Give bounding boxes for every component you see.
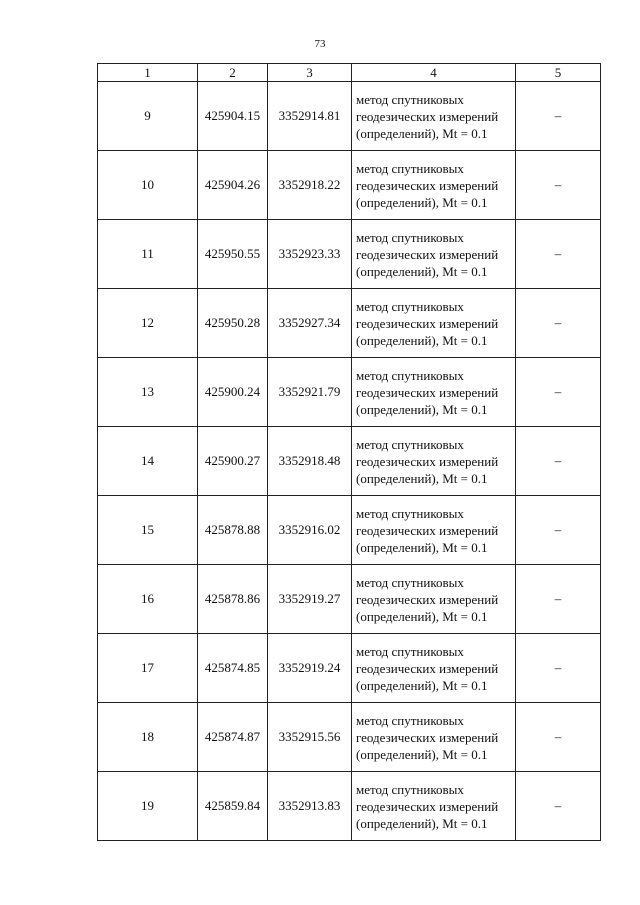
coordinates-table <box>97 63 601 841</box>
method-cell: метод спутниковых геодезических измерений (определений), Mt = 0.1 <box>352 151 516 220</box>
y-coordinate-cell: 3352918.48 <box>268 427 352 496</box>
table-row <box>98 427 601 496</box>
x-coordinate-cell: 425900.27 <box>198 427 268 496</box>
method-cell: метод спутниковых геодезических измерений (определений), Mt = 0.1 <box>352 220 516 289</box>
header-row <box>98 64 601 82</box>
table-row <box>98 565 601 634</box>
method-cell: метод спутниковых геодезических измерений (определений), Mt = 0.1 <box>352 772 516 841</box>
header-col-2: 2 <box>198 64 268 82</box>
point-number-cell: 11 <box>98 220 198 289</box>
extra-cell: – <box>516 703 601 772</box>
point-number-cell: 13 <box>98 358 198 427</box>
y-coordinate-cell: 3352927.34 <box>268 289 352 358</box>
method-cell: метод спутниковых геодезических измерений (определений), Mt = 0.1 <box>352 358 516 427</box>
method-cell: метод спутниковых геодезических измерений (определений), Mt = 0.1 <box>352 496 516 565</box>
extra-cell: – <box>516 772 601 841</box>
header-col-1: 1 <box>98 64 198 82</box>
table-row <box>98 634 601 703</box>
header-col-4: 4 <box>352 64 516 82</box>
method-cell: метод спутниковых геодезических измерений (определений), Mt = 0.1 <box>352 289 516 358</box>
extra-cell: – <box>516 358 601 427</box>
point-number-cell: 14 <box>98 427 198 496</box>
x-coordinate-cell: 425878.86 <box>198 565 268 634</box>
table-header <box>98 64 601 82</box>
extra-cell: – <box>516 565 601 634</box>
point-number-cell: 18 <box>98 703 198 772</box>
table-row <box>98 220 601 289</box>
point-number-cell: 19 <box>98 772 198 841</box>
extra-cell: – <box>516 82 601 151</box>
table-row <box>98 289 601 358</box>
y-coordinate-cell: 3352918.22 <box>268 151 352 220</box>
point-number-cell: 10 <box>98 151 198 220</box>
x-coordinate-cell: 425900.24 <box>198 358 268 427</box>
extra-cell: – <box>516 427 601 496</box>
table-row <box>98 82 601 151</box>
x-coordinate-cell: 425950.55 <box>198 220 268 289</box>
y-coordinate-cell: 3352913.83 <box>268 772 352 841</box>
method-cell: метод спутниковых геодезических измерений (определений), Mt = 0.1 <box>352 703 516 772</box>
x-coordinate-cell: 425904.15 <box>198 82 268 151</box>
point-number-cell: 12 <box>98 289 198 358</box>
method-cell: метод спутниковых геодезических измерений (определений), Mt = 0.1 <box>352 82 516 151</box>
x-coordinate-cell: 425878.88 <box>198 496 268 565</box>
point-number-cell: 16 <box>98 565 198 634</box>
y-coordinate-cell: 3352923.33 <box>268 220 352 289</box>
point-number-cell: 15 <box>98 496 198 565</box>
y-coordinate-cell: 3352921.79 <box>268 358 352 427</box>
extra-cell: – <box>516 496 601 565</box>
table-row <box>98 496 601 565</box>
method-cell: метод спутниковых геодезических измерений (определений), Mt = 0.1 <box>352 634 516 703</box>
x-coordinate-cell: 425859.84 <box>198 772 268 841</box>
table-row <box>98 151 601 220</box>
x-coordinate-cell: 425874.85 <box>198 634 268 703</box>
table-body <box>98 82 601 841</box>
x-coordinate-cell: 425904.26 <box>198 151 268 220</box>
y-coordinate-cell: 3352919.27 <box>268 565 352 634</box>
header-col-3: 3 <box>268 64 352 82</box>
header-col-5: 5 <box>516 64 601 82</box>
point-number-cell: 17 <box>98 634 198 703</box>
extra-cell: – <box>516 289 601 358</box>
extra-cell: – <box>516 220 601 289</box>
method-cell: метод спутниковых геодезических измерений (определений), Mt = 0.1 <box>352 565 516 634</box>
table-row <box>98 358 601 427</box>
y-coordinate-cell: 3352915.56 <box>268 703 352 772</box>
extra-cell: – <box>516 634 601 703</box>
method-cell: метод спутниковых геодезических измерений (определений), Mt = 0.1 <box>352 427 516 496</box>
y-coordinate-cell: 3352919.24 <box>268 634 352 703</box>
extra-cell: – <box>516 151 601 220</box>
table-row <box>98 772 601 841</box>
y-coordinate-cell: 3352916.02 <box>268 496 352 565</box>
table-row <box>98 703 601 772</box>
x-coordinate-cell: 425874.87 <box>198 703 268 772</box>
y-coordinate-cell: 3352914.81 <box>268 82 352 151</box>
page-number: 73 <box>314 38 326 50</box>
point-number-cell: 9 <box>98 82 198 151</box>
x-coordinate-cell: 425950.28 <box>198 289 268 358</box>
